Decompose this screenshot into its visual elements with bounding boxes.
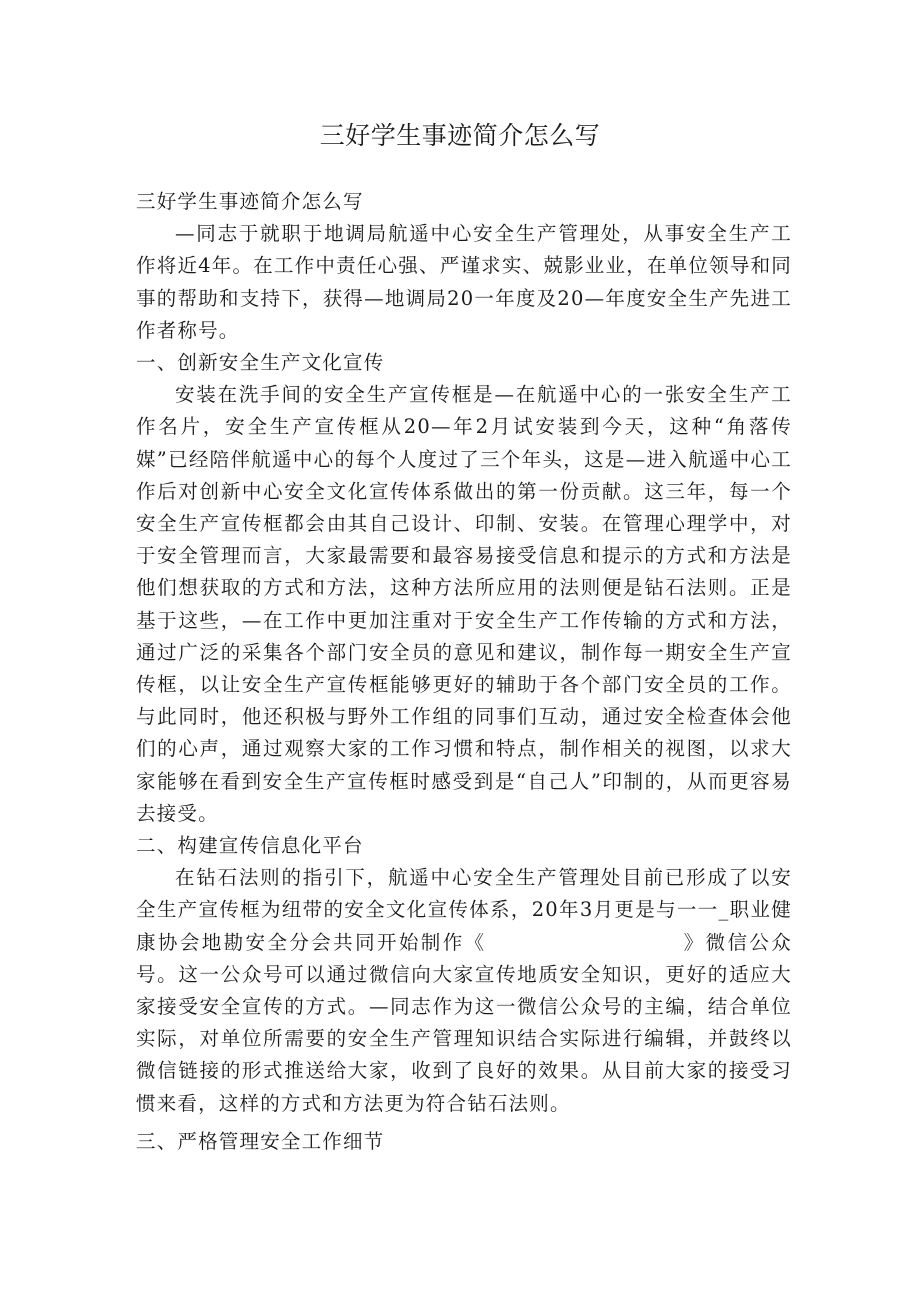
document-subtitle: 三好学生事迹简介怎么写 [136, 190, 364, 213]
section-1-paragraph: 安装在洗手间的安全生产宣传框是—在航遥中心的一张安全生产工作名片，安全生产宣传框从20—年2月试安装到今天，这种“角落传媒”已经陪伴航遥中心的每个人度过了三个年头，这是—进入航遥中心工作后对创新中心安全文化宣传体系做出的第一份贡献。这三年，每一个安全生产宣传框都会由其自己设计、印制、安装。在管理心理学中，对于安全管理而言，大家最需要和最容易接受信息和提示的方式和方法是他们想获取的方式和方法，这种方法所应用的法则便是钻石法则。正是基于这些，—在工作中更加注重对于安全生产工作传输的方式和方法，通过广泛的采集各个部门安全员的意见和建议，制作每一期安全生产宣传框，以让安全生产宣传框能够更好的辅助于各个部门安全员的工作。与此同时，他还积极与野外工作组的同事们互动，通过安全检查体会他们的心声，通过观察大家的工作习惯和特点，制作相关的视图，以求大家能够在看到安全生产宣传框时感受到是“自己人”印制的，从而更容易去接受。 [136, 383, 792, 825]
document-body [136, 186, 792, 1158]
document-title: 三好学生事迹简介怎么写 [319, 121, 601, 150]
section-1-heading: 一、创新安全生产文化宣传 [136, 351, 385, 375]
intro-paragraph: —同志于就职于地调局航遥中心安全生产管理处，从事安全生产工作将近4年。在工作中责任心强、严谨求实、兢影业业，在单位领导和同事的帮助和支持下，获得—地调局20一年度及20—年度安全生产先进工作者称号。 [136, 222, 792, 342]
section-3-heading: 三、严格管理安全工作细节 [136, 1129, 385, 1153]
section-2-paragraph: 在钻石法则的指引下，航遥中心安全生产管理处目前已形成了以安全生产宣传框为纽带的安全文化宣传体系，20年3月更是与一一_职业健康协会地勘安全分会共同开始制作《 》微信公众号。这一公众号可以通过微信向大家宣传地质安全知识，更好的适应大家接受安全宣传的方式。—同志作为这一微信公众号的主编，结合单位实际，对单位所需要的安全生产管理知识结合实际进行编辑，并鼓终以微信链接的形式推送给大家，收到了良好的效果。从目前大家的接受习惯来看，这样的方式和方法更为符合钻石法则。 [136, 866, 792, 1115]
section-2-heading: 二、构建宣传信息化平台 [136, 834, 364, 858]
